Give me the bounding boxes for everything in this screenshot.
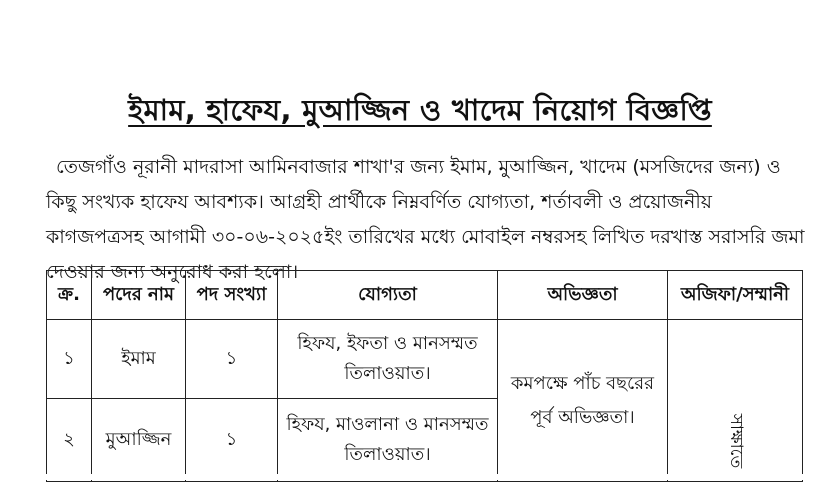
page-crop-edge <box>0 474 840 480</box>
header-qualification: যোগ্যতা <box>278 271 498 320</box>
header-count: পদ সংখ্যা <box>186 271 278 320</box>
header-post: পদের নাম <box>92 271 186 320</box>
row-serial: ১ <box>47 320 92 399</box>
header-serial: ক্র. <box>47 271 92 320</box>
notice-title: ইমাম, হাফেয, মুআজ্জিন ও খাদেম নিয়োগ বিজ্ঞপ্তি <box>128 93 712 127</box>
intro-paragraph: তেজগাঁও নূরানী মাদরাসা আমিনবাজার শাখা'র জন্য ইমাম, মুআজ্জিন, খাদেম (মসজিদের জন্য) ও কিছু সংখ্যক হাফেয আবশ্যক। আগ্রহী প্রার্থীকে নিম্নবর্ণিত যোগ্যতা, শর্তাবলী ও প্রয়োজনীয় কাগজপত্রসহ আগামী ৩০-০৬-২০২৫ইং তারিখের মধ্যে মোবাইল নম্বরসহ লিখিত দরখাস্ত সরাসরি জমা দেওয়ার জন্য অনুরোধ করা হলো। <box>46 156 805 283</box>
table-header-row <box>47 271 803 320</box>
row-serial: ২ <box>47 399 92 482</box>
experience-cell: কমপক্ষে পাঁচ বছরের পূর্ব অভিজ্ঞতা। <box>498 320 668 482</box>
salary-cell <box>668 320 803 482</box>
salary-text: সাক্ষাতে <box>725 413 746 468</box>
row-count: ১ <box>186 320 278 399</box>
table-row <box>47 320 803 399</box>
header-experience: অভিজ্ঞতা <box>498 271 668 320</box>
row-post: মুআজ্জিন <box>92 399 186 482</box>
row-count: ১ <box>186 399 278 482</box>
header-salary: অজিফা/সম্মানী <box>668 271 803 320</box>
row-qualification: হিফয, ইফতা ও মানসম্মত তিলাওয়াত। <box>278 320 498 399</box>
row-post: ইমাম <box>92 320 186 399</box>
vacancy-table <box>46 270 803 482</box>
row-qualification: হিফয, মাওলানা ও মানসম্মত তিলাওয়াত। <box>278 399 498 482</box>
